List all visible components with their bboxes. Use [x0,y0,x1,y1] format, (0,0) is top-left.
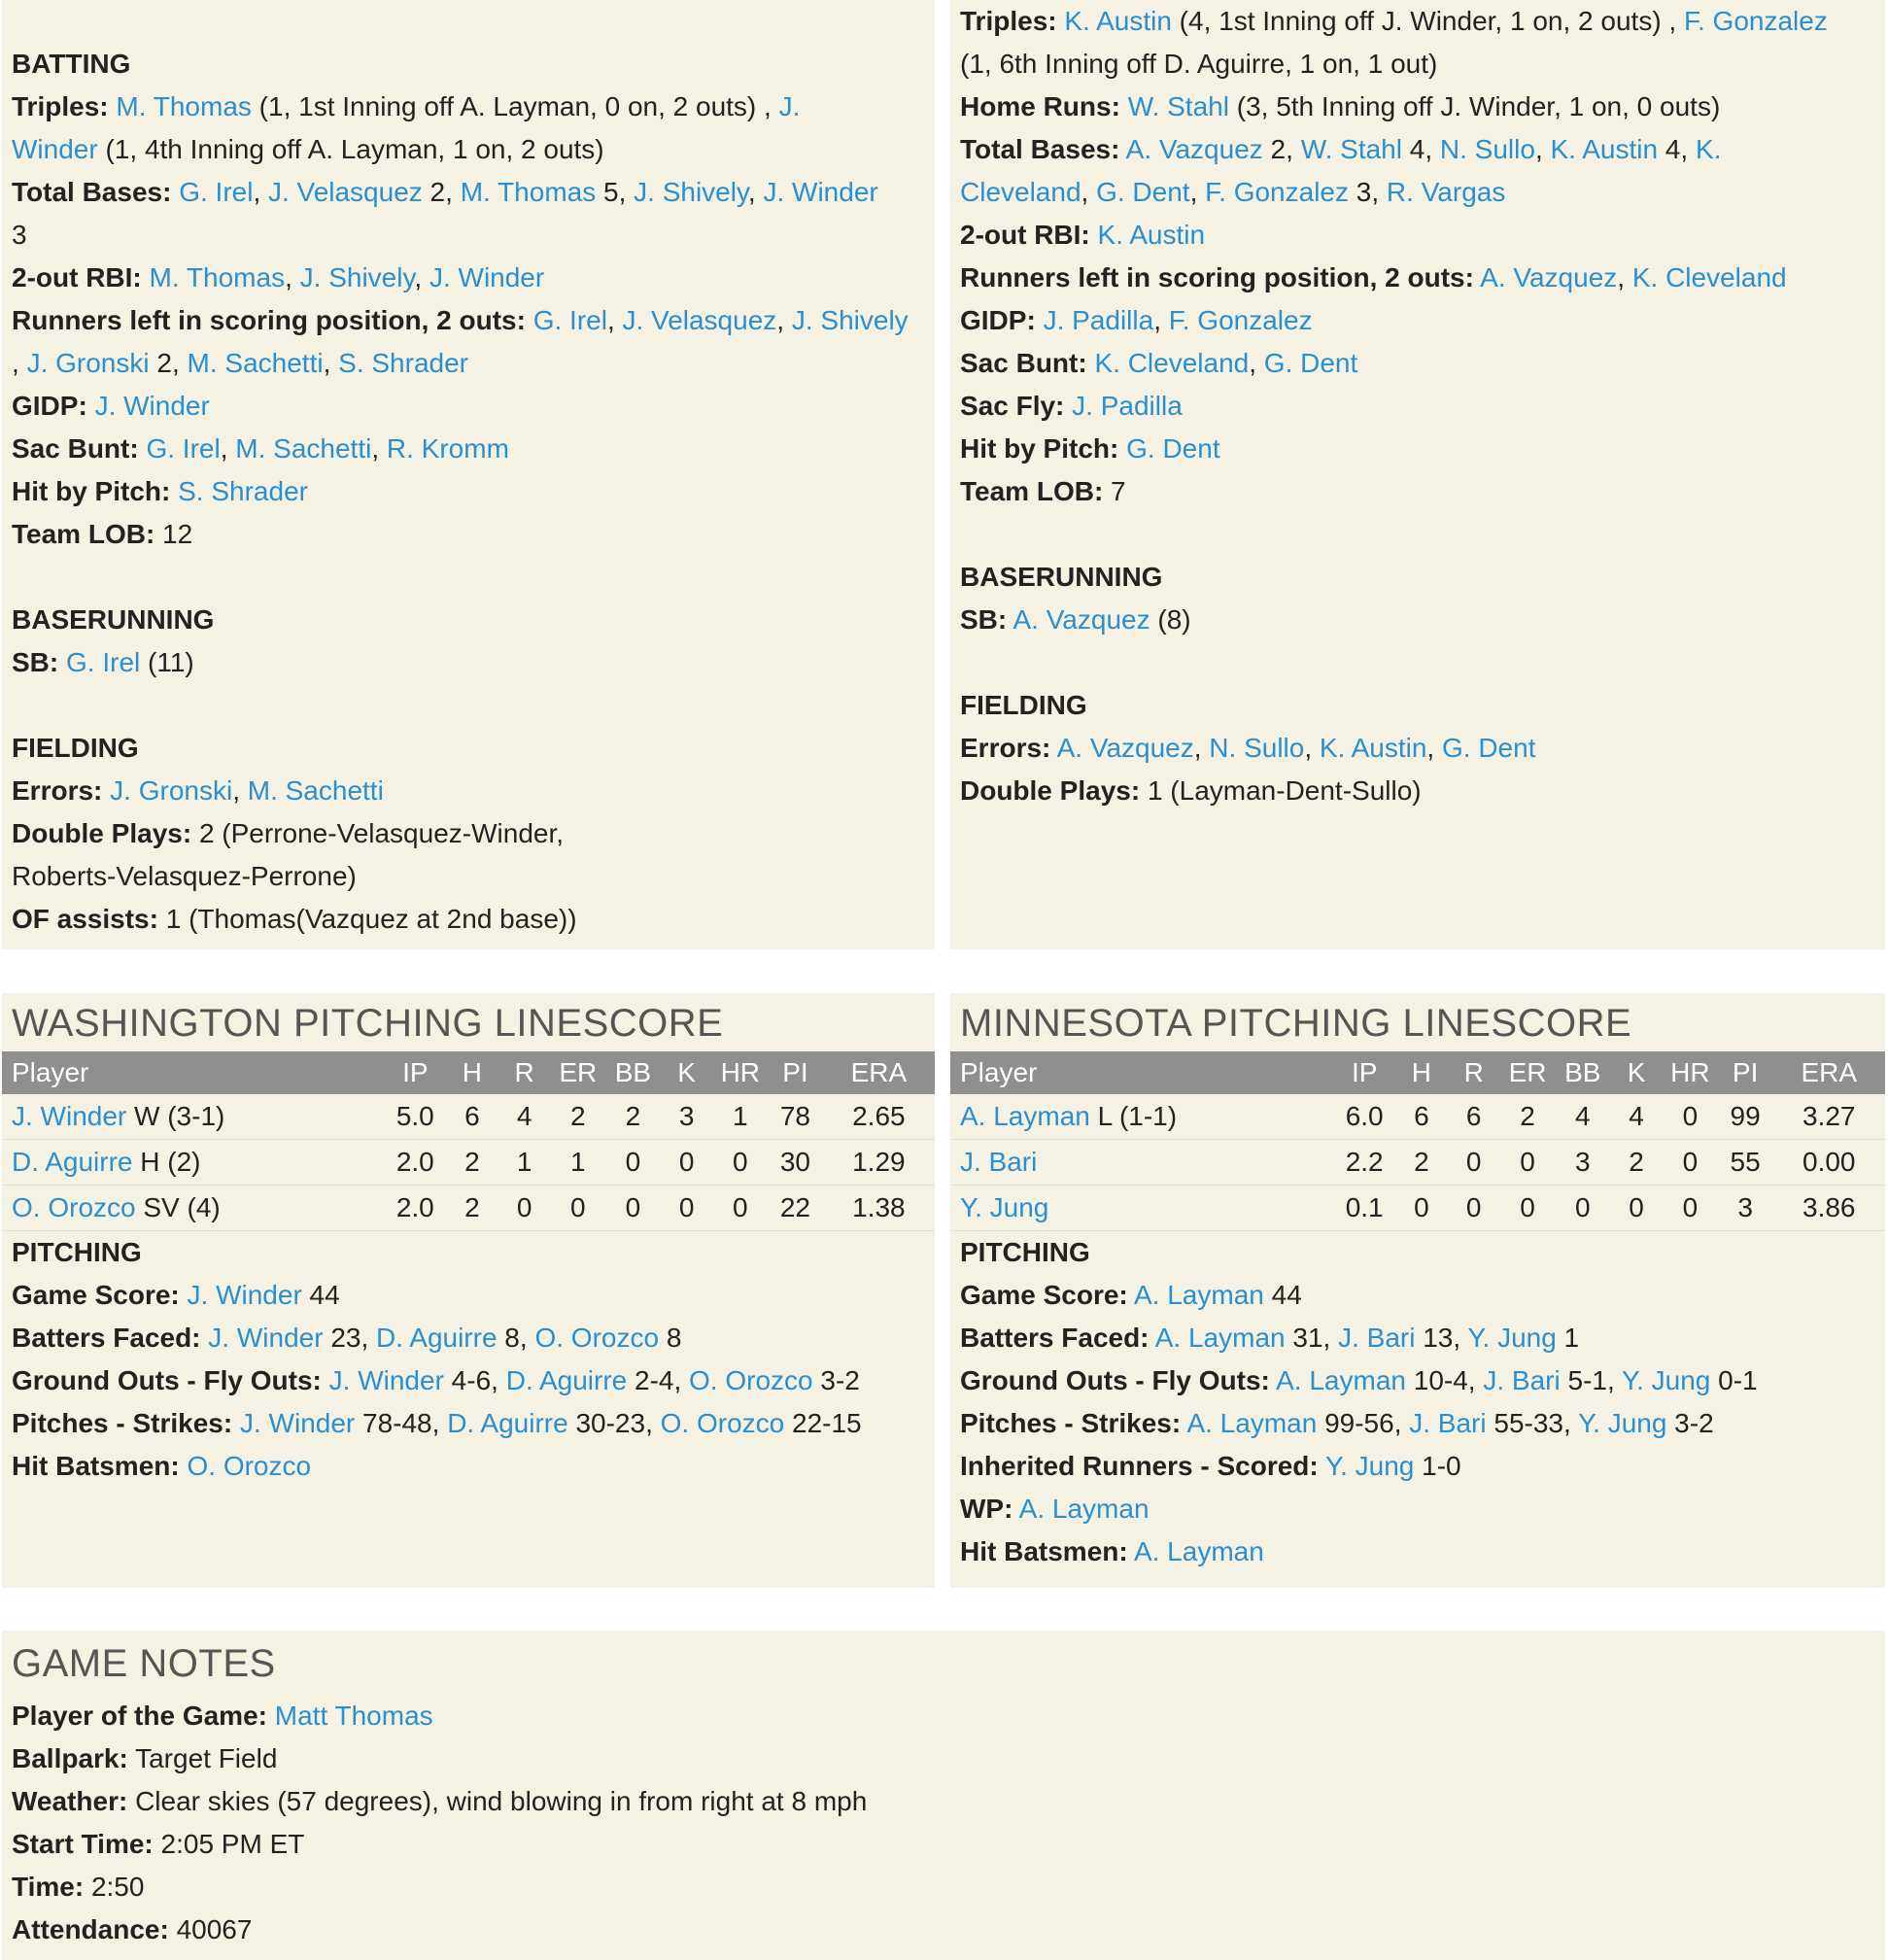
stat-pi: 30 [779,1147,810,1177]
stat-pi: 3 [1737,1192,1753,1222]
player-link[interactable]: M. Sachetti [187,348,324,378]
player-link[interactable]: J. Velasquez [268,177,423,207]
player-link[interactable]: Y. Jung [960,1192,1049,1222]
stat-ip: 0.1 [1345,1192,1384,1222]
of-assists-line: OF assists: 1 (Thomas(Vazquez at 2nd base)) [12,904,577,934]
sac-bunt-line: Sac Bunt: G. Irel, M. Sachetti, R. Kromm [12,433,509,464]
player-link[interactable]: J. Bari [1483,1365,1561,1395]
player-link[interactable]: Y. Jung [1622,1365,1711,1395]
player-link[interactable]: G. Dent [1096,177,1190,207]
player-link[interactable]: A. Layman [1018,1494,1150,1524]
player-link[interactable]: J. Shively [791,305,909,335]
column-header: HR [1670,1057,1710,1087]
pitcher-row [950,1186,1885,1231]
table-header [2,1051,935,1094]
stat-era: 3.27 [1802,1101,1856,1131]
batters-faced-line: Batters Faced: A. Layman 31, J. Bari 13, Y. Jung 1 [960,1323,1580,1353]
player-link[interactable]: A. Layman [1154,1323,1286,1353]
column-header: K [1627,1057,1646,1087]
column-header: Player [960,1057,1038,1087]
player-link[interactable]: S. Shrader [338,348,468,378]
pitcher-cell: O. Orozco SV (4) [12,1192,221,1222]
player-link[interactable]: K. Austin [1097,220,1206,250]
player-link[interactable]: F. Gonzalez [1205,177,1349,207]
column-header: IP [1351,1057,1378,1087]
player-link[interactable]: K. Austin [1319,733,1427,763]
player-link[interactable]: M. Thomas [116,91,252,121]
gidp-line: GIDP: J. Winder [12,391,210,421]
stat-pi: 78 [779,1101,810,1131]
inherited-runners-line: Inherited Runners - Scored: Y. Jung 1-0 [960,1451,1461,1481]
player-link[interactable]: K. [1695,134,1722,164]
home-runs-line: Home Runs: W. Stahl (3, 5th Inning off J. Winder, 1 on, 0 outs) [960,91,1721,121]
player-link[interactable]: M. Thomas [460,177,597,207]
stat-era: 3.86 [1802,1192,1856,1222]
stat-bb: 0 [625,1192,641,1222]
column-header: ERA [1801,1057,1858,1087]
player-link[interactable]: O. Orozco [12,1192,136,1222]
column-header: PI [782,1057,808,1087]
player-link[interactable]: J. Gronski [26,348,150,378]
column-header: ER [559,1057,598,1087]
stat-er: 0 [570,1192,586,1222]
start-time-line: Start Time: 2:05 PM ET [12,1829,305,1859]
stat-ip: 2.0 [395,1192,434,1222]
stat-pi: 55 [1730,1147,1761,1177]
hbp-line: Hit by Pitch: S. Shrader [12,476,308,506]
column-header: Player [12,1057,89,1087]
player-link[interactable]: A. Vazquez [1013,604,1150,635]
player-link[interactable]: J. Bari [960,1147,1038,1177]
stat-bb: 4 [1574,1101,1591,1131]
total-bases-line: Total Bases: G. Irel, J. Velasquez 2, M. Thomas 5, J. Shively, J. Winder [12,177,878,207]
pitching-table [2,1051,935,1231]
player-link[interactable]: D. Aguirre [505,1365,628,1395]
player-link[interactable]: D. Aguirre [376,1323,498,1353]
triples-line-cont: (1, 6th Inning off D. Aguirre, 1 on, 1 out) [960,49,1438,79]
pitcher-cell [950,1140,1333,1186]
pitches-strikes-line: Pitches - Strikes: A. Layman 99-56, J. Bari 55-33, Y. Jung 3-2 [960,1408,1714,1438]
groundouts-flyouts-line: Ground Outs - Fly Outs: A. Layman 10-4, J. Bari 5-1, Y. Jung 0-1 [960,1365,1758,1395]
pitcher-row [950,1140,1885,1186]
stat-k: 2 [1629,1147,1644,1177]
player-link[interactable]: N. Sullo [1209,733,1305,763]
column-header: BB [1564,1057,1601,1087]
two-out-rbi-line: 2-out RBI: M. Thomas, J. Shively, J. Winder [12,262,545,292]
groundouts-flyouts-line: Ground Outs - Fly Outs: J. Winder 4-6, D. Aguirre 2-4, O. Orozco 3-2 [12,1365,860,1395]
stat-er: 0 [1520,1192,1535,1222]
column-header: H [1411,1057,1431,1087]
stat-pi: 99 [1730,1101,1761,1131]
pitcher-cell: J. Winder W (3-1) [12,1101,225,1131]
player-of-game-line: Player of the Game: Matt Thomas [12,1701,433,1731]
ballpark-line: Ballpark: Target Field [12,1743,278,1773]
player-link[interactable]: A. Vazquez [1056,733,1194,763]
player-link[interactable]: G. Dent [1126,433,1220,464]
stat-hr: 0 [1682,1192,1699,1222]
pitches-strikes-line: Pitches - Strikes: J. Winder 78-48, D. Aguirre 30-23, O. Orozco 22-15 [12,1408,862,1438]
player-link[interactable]: F. Gonzalez [1168,305,1313,335]
errors-line: Errors: A. Vazquez, N. Sullo, K. Austin, G. Dent [960,733,1536,763]
player-link[interactable]: A. Vazquez [1125,134,1263,164]
player-link[interactable]: F. Gonzalez [1683,6,1828,36]
stat-k: 4 [1629,1101,1644,1131]
player-link[interactable]: J. Padilla [1072,391,1183,421]
player-link[interactable]: G. Dent [1441,733,1536,763]
player-link[interactable]: G. Irel [66,647,141,677]
triples-line: Triples: M. Thomas (1, 1st Inning off A. Layman, 0 on, 2 outs) , J. [12,91,801,121]
stat-hr: 0 [733,1192,748,1222]
stat-ip: 5.0 [395,1101,434,1131]
stat-r: 6 [1465,1101,1482,1131]
player-link[interactable]: D. Aguirre [447,1408,568,1438]
stat-h: 6 [1414,1101,1429,1131]
double-plays-line-cont: Roberts-Velasquez-Perrone) [12,861,357,891]
player-link[interactable]: J. Winder [763,177,878,207]
player-link[interactable]: S. Shrader [178,476,308,506]
fielding-heading: FIELDING [960,690,1087,720]
player-link[interactable]: A. Layman [1133,1280,1264,1310]
game-notes-panel [2,1631,1885,1960]
pitcher-cell: A. Layman L (1-1) [960,1101,1178,1131]
stat-k: 3 [678,1101,695,1131]
player-link[interactable]: R. Kromm [386,433,509,464]
player-link[interactable]: K. Cleveland [1094,348,1250,378]
player-link[interactable]: M. Thomas [149,262,286,292]
triples-line: Triples: K. Austin (4, 1st Inning off J. Winder, 1 on, 2 outs) , F. Gonzalez [960,6,1828,36]
player-link[interactable]: J. Winder [208,1323,324,1353]
pitcher-row [2,1186,935,1231]
player-link[interactable]: J. Winder [187,1280,302,1310]
column-header: HR [720,1057,761,1087]
pitcher-row [2,1094,935,1140]
column-header: BB [614,1057,652,1087]
player-link[interactable]: A. Vazquez [1480,262,1618,292]
stat-bb: 0 [625,1147,641,1177]
column-header: PI [1732,1057,1759,1087]
player-link[interactable]: J. Winder [429,262,545,292]
panel-title: MINNESOTA PITCHING LINESCORE [960,1002,1632,1045]
player-link[interactable]: J. Shively [299,262,415,292]
sac-bunt-line: Sac Bunt: K. Cleveland, G. Dent [960,348,1358,378]
washington-stats-panel [2,0,935,949]
stat-h: 6 [464,1101,480,1131]
batting-heading: BATTING [12,49,131,79]
stat-hr: 1 [733,1101,748,1131]
gidp-line: GIDP: J. Padilla, F. Gonzalez [960,305,1313,335]
stat-h: 2 [1414,1147,1429,1177]
game-score-line: Game Score: A. Layman 44 [960,1280,1302,1310]
total-bases-line: Total Bases: A. Vazquez 2, W. Stahl 4, N. Sullo, K. Austin 4, K. [960,134,1722,164]
player-link[interactable]: W. Stahl [1127,91,1229,121]
hit-batsmen-line: Hit Batsmen: O. Orozco [12,1451,312,1481]
player-link[interactable]: K. Austin [1550,134,1659,164]
column-header: ERA [850,1057,908,1087]
risp-line: Runners left in scoring position, 2 outs: A. Vazquez, K. Cleveland [960,262,1787,292]
pitcher-cell: D. Aguirre H (2) [12,1147,201,1177]
player-link[interactable]: O. Orozco [534,1323,660,1353]
stat-er: 2 [1520,1101,1535,1131]
player-link[interactable]: J. Bari [1409,1408,1487,1438]
weather-line: Weather: Clear skies (57 degrees), wind blowing in from right at 8 mph [12,1786,868,1816]
player-link[interactable]: Y. Jung [1467,1323,1557,1353]
stat-pi: 22 [779,1192,810,1222]
team-lob-line: Team LOB: 7 [960,476,1126,506]
player-link[interactable]: O. Orozco [187,1451,312,1481]
stat-ip: 6.0 [1345,1101,1384,1131]
stat-r: 0 [1465,1192,1482,1222]
player-link[interactable]: J. Winder [239,1408,356,1438]
column-header: R [1463,1057,1484,1087]
stat-h: 2 [464,1192,480,1222]
risp-line: Runners left in scoring position, 2 outs: G. Irel, J. Velasquez, J. Shively [12,305,909,335]
player-link[interactable]: O. Orozco [660,1408,785,1438]
player-link[interactable]: G. Dent [1263,348,1358,378]
player-link[interactable]: J. Winder [12,1101,127,1131]
risp-line-cont: , J. Gronski 2, M. Sachetti, S. Shrader [12,348,468,378]
player-link[interactable]: R. Vargas [1386,177,1506,207]
stat-r: 0 [1465,1147,1482,1177]
triples-line-cont: Winder (1, 4th Inning off A. Layman, 1 on, 2 outs) [12,134,604,164]
stat-era: 1.29 [852,1147,906,1177]
double-plays-line: Double Plays: 1 (Layman-Dent-Sullo) [960,775,1422,806]
hit-batsmen-line: Hit Batsmen: A. Layman [960,1536,1264,1566]
stat-r: 0 [516,1192,532,1222]
stat-bb: 3 [1574,1147,1591,1177]
stat-er: 2 [570,1101,586,1131]
total-bases-line-cont: 3 [12,220,27,250]
team-lob-line: Team LOB: 12 [12,519,193,549]
stat-hr: 0 [1682,1101,1699,1131]
pitching-heading: PITCHING [12,1237,142,1267]
stat-er: 0 [1520,1147,1535,1177]
sb-line: SB: A. Vazquez (8) [960,604,1191,635]
stat-er: 1 [570,1147,586,1177]
time-line: Time: 2:50 [12,1872,145,1902]
game-score-line: Game Score: J. Winder 44 [12,1280,340,1310]
stat-h: 0 [1414,1192,1429,1222]
player-link[interactable]: J. Bari [1338,1323,1416,1353]
stat-r: 4 [516,1101,532,1131]
stat-h: 2 [464,1147,480,1177]
player-link[interactable]: D. Aguirre [12,1147,133,1177]
batters-faced-line: Batters Faced: J. Winder 23, D. Aguirre 8, O. Orozco 8 [12,1323,682,1353]
stat-bb: 2 [625,1101,641,1131]
baserunning-heading: BASERUNNING [960,562,1163,592]
baserunning-heading: BASERUNNING [12,604,215,635]
fielding-heading: FIELDING [12,733,139,763]
stat-k: 0 [678,1192,695,1222]
player-link[interactable]: O. Orozco [689,1365,813,1395]
player-link[interactable]: J. Velasquez [622,305,777,335]
player-link[interactable]: M. Sachetti [235,433,372,464]
washington-pitching-panel [2,993,935,1588]
player-link[interactable]: Y. Jung [1578,1408,1667,1438]
stat-bb: 0 [1574,1192,1591,1222]
stat-era: 2.65 [852,1101,906,1131]
player-link[interactable]: N. Sullo [1439,134,1535,164]
minnesota-stats-panel [950,0,1885,949]
pitching-heading: PITCHING [960,1237,1090,1267]
stat-hr: 0 [733,1147,748,1177]
errors-line: Errors: J. Gronski, M. Sachetti [12,775,384,806]
player-link[interactable]: Cleveland [960,177,1081,207]
pitching-table [950,1051,1885,1231]
player-link[interactable]: A. Layman [960,1101,1090,1131]
two-out-rbi-line: 2-out RBI: K. Austin [960,220,1206,250]
stat-r: 1 [516,1147,532,1177]
stat-ip: 2.2 [1345,1147,1384,1177]
sac-fly-line: Sac Fly: J. Padilla [960,391,1183,421]
double-plays-line: Double Plays: 2 (Perrone-Velasquez-Winder, [12,818,565,848]
pitcher-cell [950,1186,1333,1231]
player-link[interactable]: A. Layman [1276,1365,1406,1395]
player-link[interactable]: J. Winder [94,391,210,421]
player-link[interactable]: A. Layman [1186,1408,1318,1438]
player-link[interactable]: Matt Thomas [274,1701,433,1731]
player-link[interactable]: Winder [12,134,98,164]
minnesota-pitching-panel [950,993,1885,1588]
player-link[interactable]: J. Gronski [110,775,233,806]
stat-ip: 2.0 [395,1147,434,1177]
player-link[interactable]: G. Irel [532,305,607,335]
stat-k: 0 [678,1147,695,1177]
pitcher-row [950,1094,1885,1140]
player-link[interactable]: K. Cleveland [1631,262,1787,292]
stat-era: 1.38 [852,1192,906,1222]
attendance-line: Attendance: 40067 [12,1914,253,1944]
column-header: H [462,1057,482,1087]
stat-era: 0.00 [1802,1147,1856,1177]
total-bases-line-cont: Cleveland, G. Dent, F. Gonzalez 3, R. Vargas [960,177,1506,207]
player-link[interactable]: J. Shively [634,177,748,207]
player-link[interactable]: J. Padilla [1043,305,1154,335]
player-link[interactable]: A. Layman [1133,1536,1264,1566]
wild-pitch-line: WP: A. Layman [960,1494,1150,1524]
player-link[interactable]: G. Irel [146,433,221,464]
stat-hr: 0 [1682,1147,1699,1177]
game-notes-title: GAME NOTES [12,1642,276,1685]
player-link[interactable]: Y. Jung [1325,1451,1415,1481]
column-header: K [677,1057,696,1087]
sb-line: SB: G. Irel (11) [12,647,194,677]
player-link[interactable]: J. [778,91,801,121]
table-header [950,1051,1885,1094]
panel-title: WASHINGTON PITCHING LINESCORE [12,1002,724,1045]
player-link[interactable]: G. Irel [179,177,254,207]
player-link[interactable]: M. Sachetti [247,775,384,806]
player-link[interactable]: J. Winder [328,1365,444,1395]
hbp-line: Hit by Pitch: G. Dent [960,433,1220,464]
stat-k: 0 [1629,1192,1644,1222]
column-header: ER [1508,1057,1547,1087]
player-link[interactable]: K. Austin [1064,6,1172,36]
player-link[interactable]: W. Stahl [1300,134,1402,164]
column-header: R [514,1057,534,1087]
column-header: IP [402,1057,429,1087]
pitcher-row [2,1140,935,1186]
